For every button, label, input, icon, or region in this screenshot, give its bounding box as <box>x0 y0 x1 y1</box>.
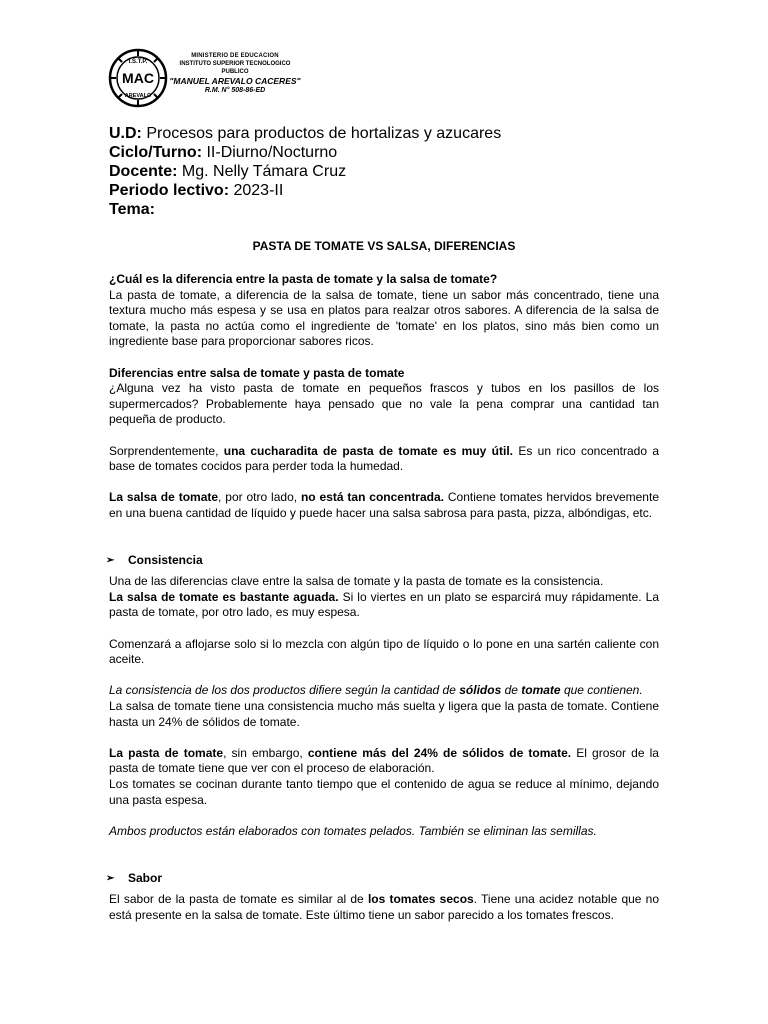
logo-top-text: I.S.T.P. <box>128 59 148 65</box>
arrow-bullet-icon: ➢ <box>106 872 115 884</box>
paragraph: El sabor de la pasta de tomate es similar al de los tomates secos. Tiene una acidez notable que no está presente en la salsa de tomate. Este último tiene un sabor parecido a los tomates frescos. <box>109 892 660 922</box>
institution-header <box>108 44 302 108</box>
tema-row: Tema: <box>109 201 155 218</box>
docente-row: Docente: Mg. Nelly Támara Cruz <box>109 163 347 180</box>
document-body <box>106 272 660 923</box>
course-info <box>109 124 669 219</box>
paragraph: La pasta de tomate, a diferencia de la salsa de tomate, tiene un sabor más concentrado, tiene una textura mucho más espesa y se usa en platos para realzar otros sabores. A diferencia de la salsa de tomate, la pasta no actúa como el ingrediente de 'tomate' en los platos, sino más bien como un ingrediente base para proporcionar sabores ricos. <box>109 287 659 349</box>
bullet-sabor: ➢ Sabor <box>106 870 163 885</box>
ud-row: U.D: Procesos para productos de hortalizas y azucares <box>109 125 502 142</box>
arrow-bullet-icon: ➢ <box>106 554 115 566</box>
periodo-row: Periodo lectivo: 2023-II <box>109 182 284 199</box>
logo-bottom-text: AREVALO <box>124 93 152 99</box>
paragraph: Comenzará a aflojarse solo si lo mezcla con algún tipo de líquido o lo pone en una sartén caliente con aceite. <box>109 636 659 667</box>
paragraph: La salsa de tomate tiene una consistencia mucho más suelta y ligera que la pasta de tomate. Contiene hasta un 24% de sólidos de tomate. <box>109 699 659 729</box>
paragraph: La pasta de tomate, sin embargo, contiene más del 24% de sólidos de tomate. El grosor de la pasta de tomate tiene que ver con el proceso de elaboración. <box>109 745 659 776</box>
resolution-number: R.M. N° 508-86-ED <box>204 87 266 94</box>
paragraph: Los tomates se cocinan durante tanto tiempo que el contenido de agua se reduce al mínimo, dejando una pasta espesa. <box>109 777 659 807</box>
section-heading: ¿Cuál es la diferencia entre la pasta de tomate y la salsa de tomate? <box>109 272 498 286</box>
institute-name: "MANUEL AREVALO CACERES" <box>169 76 301 86</box>
document-title: PASTA DE TOMATE VS SALSA, DIFERENCIAS <box>252 239 516 253</box>
institution-text <box>166 52 304 95</box>
paragraph: Ambos productos están elaborados con tomates pelados. También se eliminan las semillas. <box>109 823 597 838</box>
ciclo-row: Ciclo/Turno: II-Diurno/Nocturno <box>109 144 338 161</box>
paragraph: ¿Alguna vez ha visto pasta de tomate en pequeños frascos y tubos en los pasillos de los supermercados? Probablemente haya pensado que no vale la pena comprar una cantidad tan pequeña de producto. <box>109 381 659 427</box>
paragraph: La salsa de tomate es bastante aguada. Si lo viertes en un plato se esparcirá muy rápidamente. La pasta de tomate, por otro lado, es muy espesa. <box>109 589 660 620</box>
ministry-name: MINISTERIO DE EDUCACION <box>191 53 279 59</box>
paragraph: La consistencia de los dos productos difiere según la cantidad de sólidos de tomate que contienen. <box>109 683 643 698</box>
institute-type: INSTITUTO SUPERIOR TECNOLOGICO PUBLICO <box>179 61 291 75</box>
bullet-consistencia: ➢ Consistencia <box>106 552 203 567</box>
section-heading: Diferencias entre salsa de tomate y pasta de tomate <box>109 365 405 380</box>
paragraph: Sorprendentemente, una cucharadita de pasta de tomate es muy útil. Es un rico concentrado a base de tomates cocidos para perder toda la humedad. <box>109 443 660 474</box>
institute-seal-logo <box>108 48 168 108</box>
paragraph: La salsa de tomate, por otro lado, no está tan concentrada. Contiene tomates hervidos brevemente en una buena cantidad de líquido y puede hacer una salsa sabrosa para pasta, pizza, albóndigas, etc. <box>109 490 659 520</box>
paragraph: Una de las diferencias clave entre la salsa de tomate y la pasta de tomate es la consistencia. <box>109 574 604 589</box>
logo-letters: MAC <box>122 70 154 86</box>
